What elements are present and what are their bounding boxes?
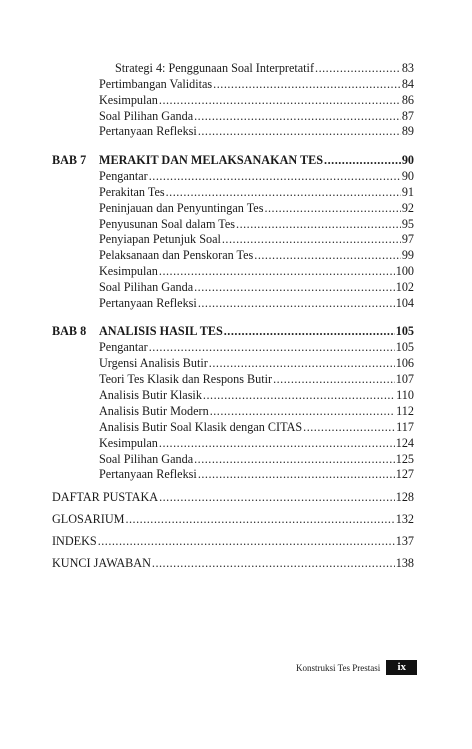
toc-entry-page: 95 <box>401 217 414 231</box>
toc-entry-title: Pertanyaan Refleksi <box>99 467 197 481</box>
toc-entry[interactable] <box>99 232 414 246</box>
toc-entry-title: Strategi 4: Penggunaan Soal Interpretatif <box>115 61 315 75</box>
back-matter-entry[interactable] <box>52 490 414 504</box>
dot-leader <box>303 420 395 434</box>
toc-entry-page: 87 <box>401 109 414 123</box>
toc-entry-title: Peninjauan dan Penyuntingan Tes <box>99 201 264 215</box>
dot-leader <box>98 534 395 548</box>
toc-entry-page: 107 <box>395 372 414 386</box>
toc-entry-page: 124 <box>395 436 414 450</box>
toc-entry-title: Pengantar <box>99 340 148 354</box>
dot-leader <box>159 436 395 450</box>
chapter-title: ANALISIS HASIL TES <box>99 324 223 338</box>
dot-leader <box>203 388 395 402</box>
toc-entry-page: 138 <box>395 556 414 570</box>
toc-entry-title: GLOSARIUM <box>52 512 125 526</box>
toc-entry-title: Pertimbangan Validitas <box>99 77 213 91</box>
toc-entry-page: 110 <box>396 388 414 402</box>
toc-entry[interactable] <box>99 296 414 310</box>
chapter-page: 90 <box>401 153 414 167</box>
chapter-title: MERAKIT DAN MELAKSANAKAN TES <box>99 153 324 167</box>
toc-entry[interactable] <box>99 109 414 123</box>
dot-leader <box>222 232 401 246</box>
dot-leader <box>213 77 401 91</box>
toc-entry[interactable] <box>99 388 414 402</box>
dot-leader <box>324 153 401 167</box>
toc-entry-title: DAFTAR PUSTAKA <box>52 490 159 504</box>
toc-entry[interactable] <box>99 248 414 262</box>
toc-entry-page: 97 <box>401 232 414 246</box>
toc-entry-page: 112 <box>396 404 414 418</box>
toc-entry-page: 86 <box>401 93 414 107</box>
toc-entry[interactable] <box>99 77 414 91</box>
dot-leader <box>264 201 400 215</box>
toc-entry-title: Soal Pilihan Ganda <box>99 452 194 466</box>
toc-entry[interactable] <box>99 201 414 215</box>
toc-entry-title: Penyiapan Petunjuk Soal <box>99 232 221 246</box>
toc-entry-title: Pertanyaan Refleksi <box>99 296 197 310</box>
toc-entry-title: Kesimpulan <box>99 436 158 450</box>
toc-entry-page: 106 <box>395 356 414 370</box>
dot-leader <box>159 490 395 504</box>
dot-leader <box>194 452 395 466</box>
dot-leader <box>159 93 401 107</box>
dot-leader <box>125 512 394 526</box>
toc-entry-title: Kesimpulan <box>99 93 158 107</box>
dot-leader <box>198 296 395 310</box>
chapter-label: BAB 8 <box>52 324 87 338</box>
chapter-heading[interactable] <box>99 153 414 167</box>
dot-leader <box>159 264 395 278</box>
toc-entry[interactable] <box>99 93 414 107</box>
dot-leader <box>224 324 395 338</box>
page-number-badge: ix <box>386 660 417 675</box>
toc-entry[interactable] <box>99 264 414 278</box>
dot-leader <box>254 248 401 262</box>
toc-entry-page: 127 <box>395 467 414 481</box>
toc-entry-page: 137 <box>395 534 414 548</box>
toc-entry-title: Analisis Butir Modern <box>99 404 209 418</box>
page-footer <box>296 660 417 675</box>
toc-entry-title: Analisis Butir Klasik <box>99 388 202 402</box>
toc-entry-page: 125 <box>395 452 414 466</box>
dot-leader <box>236 217 401 231</box>
toc-entry-page: 83 <box>401 61 414 75</box>
back-matter-entry[interactable] <box>52 534 414 548</box>
toc-entry-page: 102 <box>395 280 414 294</box>
toc-entry-page: 90 <box>401 169 414 183</box>
dot-leader <box>315 61 401 75</box>
toc-entry[interactable] <box>99 372 414 386</box>
toc-entry[interactable] <box>99 169 414 183</box>
toc-entry-page: 91 <box>401 185 414 199</box>
dot-leader <box>198 467 395 481</box>
toc-entry-title: Pengantar <box>99 169 148 183</box>
toc-entry-title: Analisis Butir Soal Klasik dengan CITAS <box>99 420 303 434</box>
dot-leader <box>210 404 395 418</box>
toc-entry[interactable] <box>99 340 414 354</box>
toc-entry[interactable] <box>99 280 414 294</box>
dot-leader <box>198 124 401 138</box>
toc-entry-title: Penyusunan Soal dalam Tes <box>99 217 236 231</box>
chapter-heading[interactable] <box>99 324 414 338</box>
toc-entry[interactable] <box>99 124 414 138</box>
dot-leader <box>166 185 401 199</box>
toc-entry-title: Soal Pilihan Ganda <box>99 280 194 294</box>
toc-entry-page: 104 <box>395 296 414 310</box>
toc-entry-page: 99 <box>401 248 414 262</box>
dot-leader <box>273 372 395 386</box>
toc-entry-page: 92 <box>401 201 414 215</box>
toc-entry-page: 128 <box>395 490 414 504</box>
toc-entry[interactable] <box>99 185 414 199</box>
dot-leader <box>194 280 395 294</box>
toc-entry-title: INDEKS <box>52 534 97 548</box>
running-footer-title: Konstruksi Tes Prestasi <box>296 662 381 673</box>
toc-entry-page: 84 <box>401 77 414 91</box>
toc-entry-title: Soal Pilihan Ganda <box>99 109 194 123</box>
toc-entry[interactable] <box>99 436 414 450</box>
dot-leader <box>152 556 395 570</box>
dot-leader <box>209 356 395 370</box>
toc-entry-title: Urgensi Analisis Butir <box>99 356 208 370</box>
toc-entry[interactable] <box>99 217 414 231</box>
toc-entry-title: KUNCI JAWABAN <box>52 556 151 570</box>
toc-entry-page: 117 <box>396 420 414 434</box>
dot-leader <box>149 169 401 183</box>
dot-leader <box>194 109 401 123</box>
toc-entry-page: 105 <box>395 340 414 354</box>
back-matter-entry[interactable] <box>52 512 414 526</box>
back-matter-entry[interactable] <box>52 556 414 570</box>
toc-entry[interactable] <box>99 404 414 418</box>
toc-entry-page: 100 <box>395 264 414 278</box>
toc-entry[interactable] <box>99 356 414 370</box>
toc-entry-title: Pelaksanaan dan Penskoran Tes <box>99 248 254 262</box>
toc-entry-title: Kesimpulan <box>99 264 158 278</box>
dot-leader <box>149 340 395 354</box>
toc-entry-page: 132 <box>395 512 414 526</box>
toc-entry[interactable] <box>99 420 414 434</box>
toc-entry-page: 89 <box>401 124 414 138</box>
toc-entry[interactable] <box>99 467 414 481</box>
chapter-page: 105 <box>395 324 414 338</box>
toc-entry[interactable] <box>115 61 414 75</box>
chapter-label: BAB 7 <box>52 153 87 167</box>
toc-entry-title: Perakitan Tes <box>99 185 165 199</box>
toc-entry-title: Pertanyaan Refleksi <box>99 124 197 138</box>
toc-entry[interactable] <box>99 452 414 466</box>
toc-entry-title: Teori Tes Klasik dan Respons Butir <box>99 372 273 386</box>
